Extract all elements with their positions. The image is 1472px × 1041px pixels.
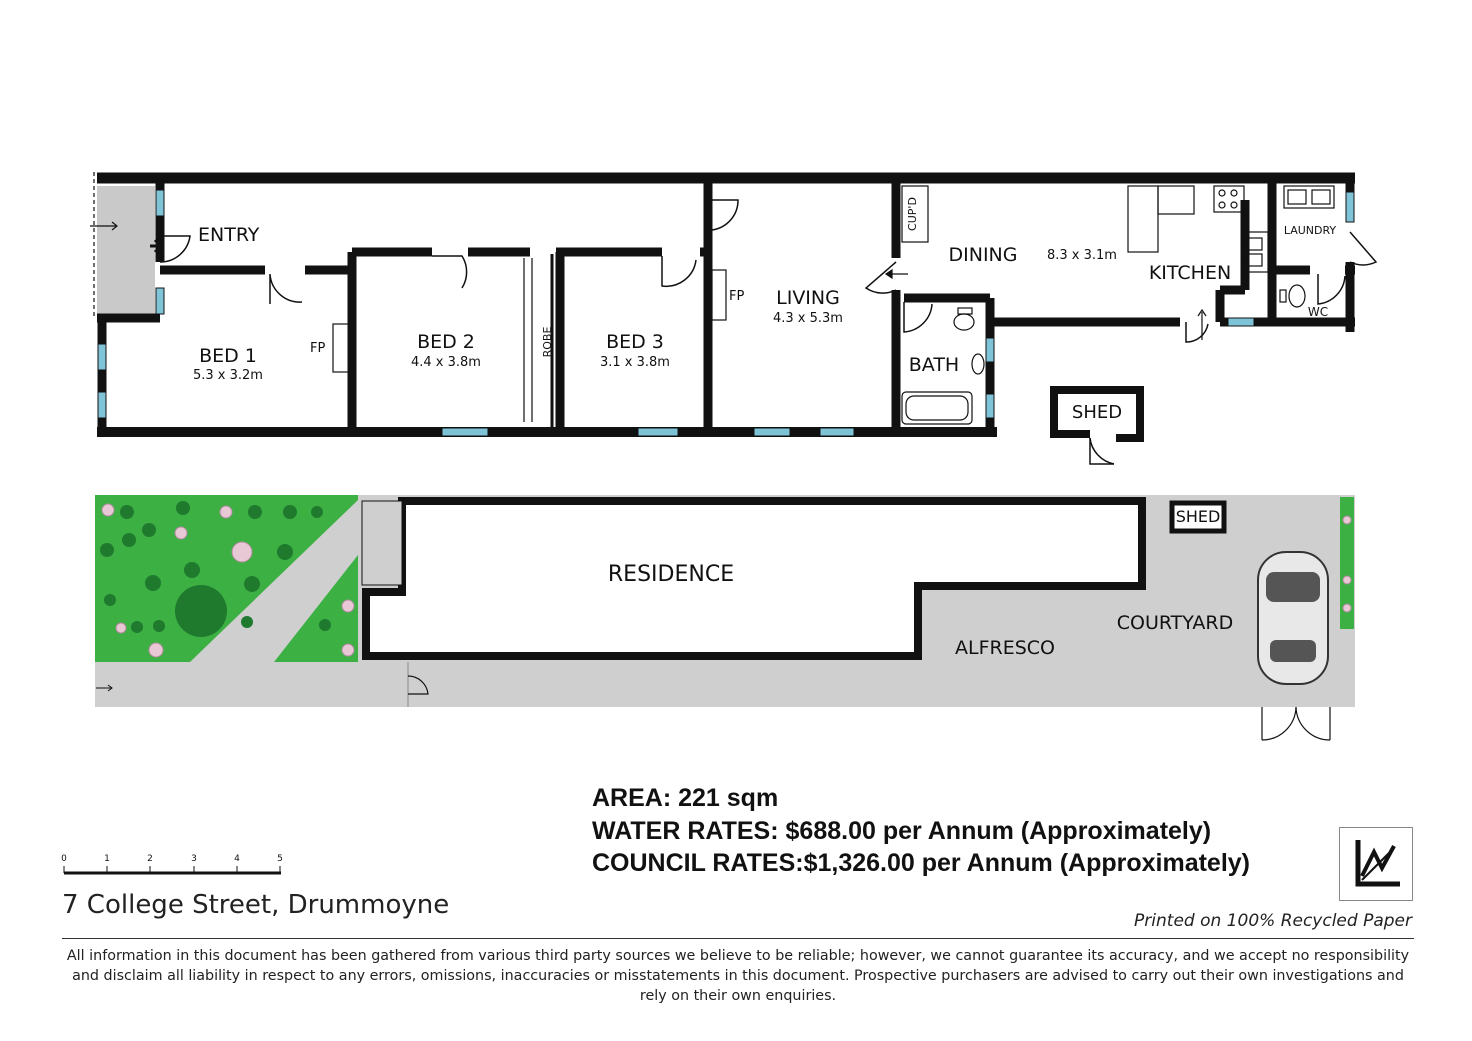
car-icon [1258,552,1328,684]
room-label-bed2: BED 2 [417,331,475,353]
scale-tick: 4 [234,854,240,864]
water-rates-text: WATER RATES: $688.00 per Annum (Approximately) [592,816,1212,845]
scale-tick: 0 [61,854,67,864]
room-size-bed2: 4.4 x 3.8m [411,355,481,370]
room-size-bed1: 5.3 x 3.2m [193,368,263,383]
robe-label: ROBE [541,326,554,358]
site-label-shed: SHED [1175,507,1221,526]
scale-tick: 2 [147,854,153,864]
site-label-courtyard: COURTYARD [1116,612,1234,634]
council-rates-text: COUNCIL RATES:$1,326.00 per Annum (Approximately) [592,849,1251,877]
room-label-bed3: BED 3 [606,331,664,353]
property-info [592,782,1250,880]
disclaimer: All information in this document has been gathered from various third party sources we believe to be reliable; however, we cannot guarantee its accuracy, and we accept no responsibility and disclaim all liability in respect to any errors, omissions, inaccuracies or misstatements in this document. Prospective purchasers are advised to carry out their own investigations and rely on their own enquiries. [66,948,1410,1004]
site-label-alfresco: ALFRESCO [954,637,1056,659]
room-label-shed: SHED [1071,402,1123,423]
cupboard-label: CUP'D [906,197,919,231]
room-size-living: 4.3 x 5.3m [773,311,843,326]
room-label-bath: BATH [908,354,960,376]
doors [160,200,1376,464]
scale-bar-wrapper [0,840,300,880]
scale-tick: 5 [277,854,283,864]
north-arrow-icon [1339,827,1413,901]
room-size-dining: 8.3 x 3.1m [1047,248,1117,263]
site-label-residence: RESIDENCE [607,562,735,587]
room-size-bed3: 3.1 x 3.8m [600,355,670,370]
scale-tick: 1 [104,854,110,864]
room-label-wc: WC [1307,305,1329,319]
room-label-living: LIVING [776,287,840,309]
room-label-laundry: LAUNDRY [1283,224,1337,237]
property-address: 7 College Street, Drummoyne [62,890,450,920]
room-label-entry: ENTRY [198,224,260,246]
scale-tick: 3 [191,854,197,864]
site-plan [95,495,1355,740]
area-text: AREA: 221 sqm [592,784,779,812]
divider [62,938,1414,939]
room-label-bed1: BED 1 [199,345,257,367]
room-label-kitchen: KITCHEN [1148,262,1232,284]
fireplace-label: FP [310,341,326,356]
printed-note: Printed on 100% Recycled Paper [1134,911,1412,931]
room-label-dining: DINING [948,244,1018,266]
gate [1262,707,1330,740]
fireplace-label: FP [729,289,745,304]
